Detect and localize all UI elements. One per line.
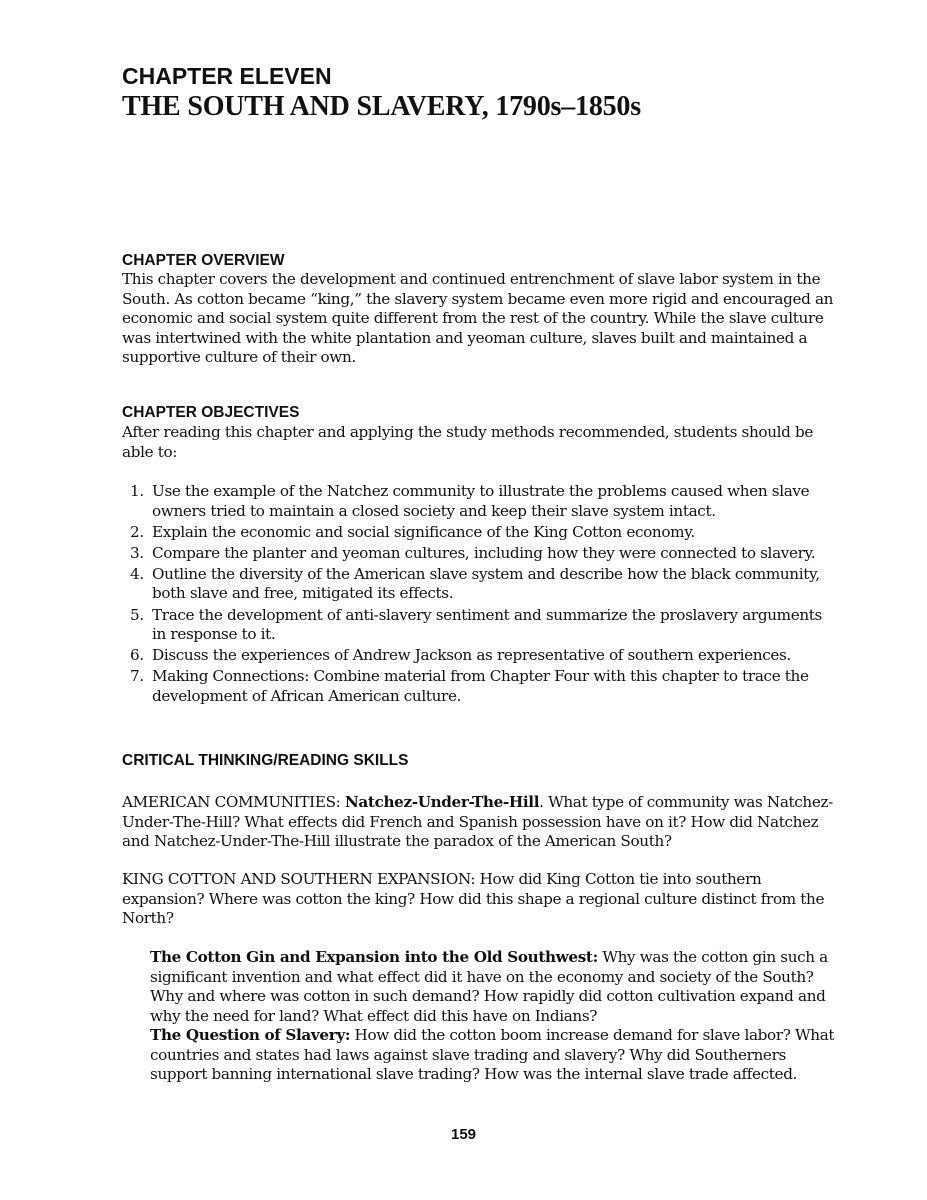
overview-paragraph: This chapter covers the development and continued entrenchment of slave labor system in the South. As cotton became “king,” the slavery system became even more rigid and encouraged an economic and social system quite different from the rest of the country. While the slave culture was intertwined with the white plantation and yeoman culture, slaves built and maintained a supportive culture of their own.: [122, 270, 834, 367]
list-item: [122, 606, 837, 645]
king-cotton-paragraph: KING COTTON AND SOUTHERN EXPANSION: How did King Cotton tie into southern expansion? Where was cotton the king? How did this shape a regional culture distinct from the North?: [122, 870, 825, 928]
list-item-number: 1.: [130, 482, 144, 500]
chapter-title: THE SOUTH AND SLAVERY, 1790s–1850s: [122, 91, 641, 122]
list-item-text: Use the example of the Natchez community to illustrate the problems caused when slave owners tried to maintain a closed society and keep their slave system intact.: [152, 482, 810, 520]
communities-title: Natchez-Under-The-Hill: [344, 793, 540, 811]
list-item-number: 7.: [130, 667, 144, 686]
communities-prefix: AMERICAN COMMUNITIES:: [122, 793, 345, 811]
page-number: 159: [450, 1126, 477, 1143]
question-of-slavery-title: The Question of Slavery:: [150, 1026, 351, 1044]
cotton-gin-text: Why was the cotton gin such a significant invention and what effect did it have on the economy and society of the South? Why and where was cotton in such demand? How rapidly did cotton cultivation expand and why the need for land? What effect did this have on Indians?: [150, 948, 828, 1025]
chapter-label: CHAPTER ELEVEN: [122, 63, 332, 89]
communities-text: . What type of community was Natchez-Under-The-Hill? What effects did French and Spanish possession have on it? How did Natchez and Natchez-Under-The-Hill illustrate the paradox of the American South?: [122, 793, 833, 851]
list-item: [122, 544, 837, 564]
cotton-gin-paragraph: [150, 948, 840, 1026]
list-item-text: Outline the diversity of the American slave system and describe how the black community, both slave and free, mitigated its effects.: [152, 564, 820, 603]
document-page: [122, 62, 837, 1084]
list-item-text: Trace the development of anti-slavery sentiment and summarize the proslavery arguments in response to it.: [152, 605, 822, 644]
list-item-number: 5.: [130, 605, 144, 624]
list-item-number: 4.: [130, 564, 144, 583]
list-item-text: Making Connections: Combine material from Chapter Four with this chapter to trace the development of African American culture.: [152, 667, 809, 705]
cotton-gin-title: The Cotton Gin and Expansion into the Old Southwest:: [150, 948, 598, 966]
list-item: [122, 667, 837, 706]
overview-heading: CHAPTER OVERVIEW: [122, 252, 285, 269]
list-item-text: Discuss the experiences of Andrew Jackson as representative of southern experiences.: [152, 646, 791, 665]
list-item-number: 6.: [130, 646, 144, 665]
list-item: [122, 523, 837, 543]
list-item-text: Explain the economic and social significance of the King Cotton economy.: [152, 522, 695, 541]
american-communities-paragraph: [122, 793, 837, 852]
list-item-number: 2.: [130, 522, 144, 541]
list-item: [122, 482, 837, 521]
objectives-list: [122, 482, 837, 708]
objectives-intro: After reading this chapter and applying the study methods recommended, students should be able to:: [122, 423, 814, 461]
list-item: [122, 565, 837, 604]
objectives-heading: CHAPTER OBJECTIVES: [122, 404, 300, 421]
question-of-slavery-text: How did the cotton boom increase demand for slave labor? What countries and states had laws against slave trading and slavery? Why did Southerners support banning international slave trading? How was the internal slave trade affected.: [150, 1026, 835, 1084]
list-item-number: 3.: [130, 543, 144, 562]
question-of-slavery-paragraph: [150, 1026, 840, 1085]
list-item-text: Compare the planter and yeoman cultures, including how they were connected to slavery.: [152, 543, 816, 562]
critical-thinking-heading: CRITICAL THINKING/READING SKILLS: [122, 752, 409, 769]
list-item: [122, 646, 837, 666]
